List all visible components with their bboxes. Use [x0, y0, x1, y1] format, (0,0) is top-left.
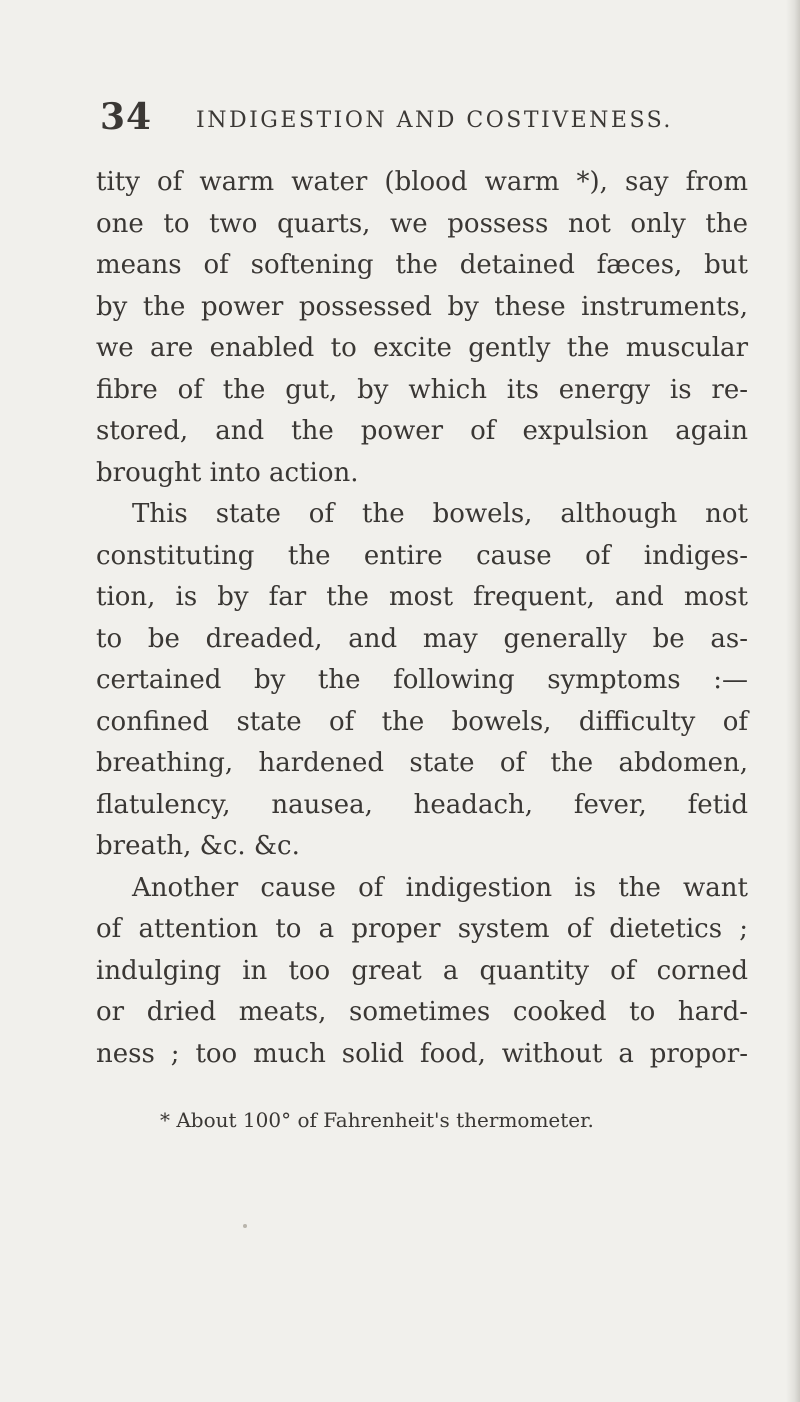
text-line: constituting the entire cause of indiges-: [96, 540, 748, 571]
footnote: * About 100° of Fahrenheit's thermometer.: [160, 1108, 594, 1132]
paragraph-start-line: Another cause of indigestion is the want: [132, 872, 748, 903]
text-line: certained by the following symptoms :—: [96, 665, 748, 695]
body-text: [96, 162, 748, 1075]
text-line: tion, is by far the most frequent, and most: [96, 582, 748, 612]
text-line: or dried meats, sometimes cooked to hard-: [96, 997, 748, 1027]
text-line: to be dreaded, and may generally be as-: [96, 623, 748, 654]
text-line: confined state of the bowels, difficulty of: [96, 706, 748, 737]
text-line: means of softening the detained fæces, but: [96, 250, 748, 280]
text-line: flatulency, nausea, headach, fever, fetid: [96, 789, 748, 820]
text-line: ness ; too much solid food, without a propor-: [96, 1038, 748, 1069]
paragraph-start-line: This state of the bowels, although not: [132, 499, 748, 529]
page-edge-shadow: [786, 0, 800, 1402]
text-line: breath, &c. &c.: [96, 831, 300, 861]
paper-speck: [243, 1224, 247, 1228]
text-line: by the power possessed by these instruments,: [96, 291, 748, 322]
text-line: brought into action.: [96, 457, 359, 488]
page-header: [100, 96, 720, 146]
page-number: 34: [100, 96, 153, 138]
text-line: of attention to a proper system of dietetics ;: [96, 914, 748, 944]
text-line: we are enabled to excite gently the muscular: [96, 333, 748, 363]
running-title: INDIGESTION AND COSTIVENESS.: [196, 108, 673, 133]
text-line: breathing, hardened state of the abdomen,: [96, 748, 748, 778]
text-line: one to two quarts, we possess not only the: [96, 208, 748, 239]
text-line: fibre of the gut, by which its energy is re-: [96, 374, 748, 405]
text-line: tity of warm water (blood warm *), say from: [96, 167, 748, 197]
text-line: indulging in too great a quantity of corned: [96, 955, 748, 986]
text-line: stored, and the power of expulsion again: [96, 416, 748, 446]
